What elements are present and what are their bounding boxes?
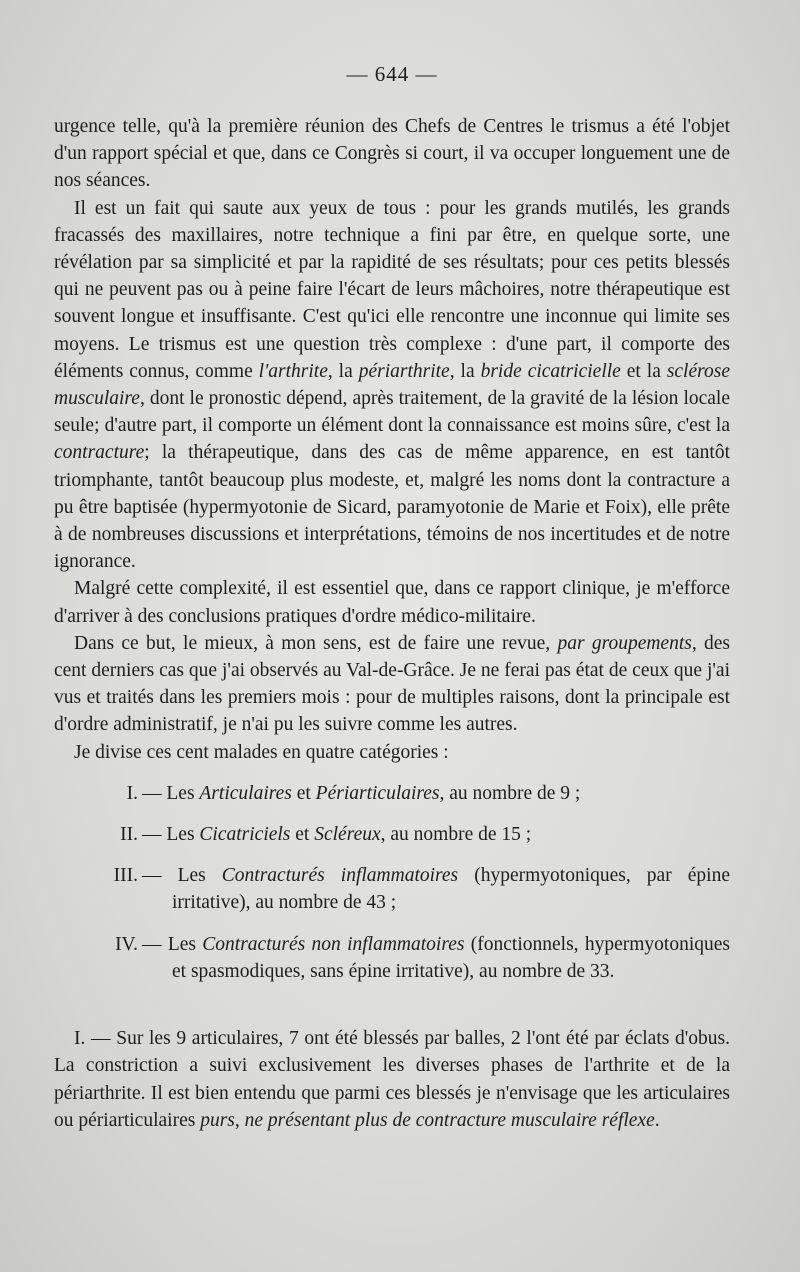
category-number: I. (126, 782, 138, 804)
category-term: Cicatriciels (199, 824, 291, 846)
category-number: II. (120, 824, 138, 846)
category-rest: (fonctionnels, hypermyotoniques et spasmodiques, sans épine irritative), au nombre de 33. (172, 933, 731, 982)
paragraph-3 (54, 575, 730, 629)
category-rest: (hypermyotoniques, par épine irritative), au nombre de 43 ; (172, 865, 731, 914)
term-arthrite: l'arthrite (258, 360, 328, 382)
category-term: Contracturés non inflammatoires (202, 933, 465, 955)
p2-text-b: , la (327, 360, 359, 382)
category-dash: — Les (142, 824, 200, 846)
term-bride-cicatricielle: bride cicatricielle (480, 360, 621, 382)
category-dash: — Les (142, 782, 200, 804)
paragraph-6 (54, 1025, 730, 1134)
category-conj: et (290, 824, 315, 846)
p6-text-c: . (654, 1109, 660, 1131)
term-contracture: contracture (54, 442, 145, 464)
category-item-1 (54, 780, 730, 807)
category-item-3 (54, 862, 730, 916)
category-dash: — Les (142, 933, 203, 955)
page-number: — 644 — (346, 62, 438, 86)
category-rest: , au nombre de 15 ; (380, 824, 532, 846)
section-gap (54, 999, 730, 1025)
p6-text-b: , (234, 1109, 245, 1131)
p2-text-e: , dont le pronostic dépend, après traitement, de la gravité de la lésion locale seule; d'autre part, il comporte un élément dont la connaissance est moins sûre, c'est la (54, 388, 730, 437)
category-number: III. (113, 865, 138, 887)
category-item-4 (54, 931, 730, 985)
paragraph-5-text: Je divise ces cent malades en quatre catégories : (74, 741, 449, 763)
category-term: Contracturés inflammatoires (221, 865, 459, 887)
term-purs: purs (200, 1109, 235, 1131)
category-conj: et (291, 782, 316, 804)
p2-text-a: Il est un fait qui saute aux yeux de tous : pour les grands mutilés, les grands fracassés des maxillaires, notre technique a fini par être, en quelque sorte, une révélation par sa simplicité et par la rapidité de ses résultats; pour ces petits blessés qui ne peuvent pas ou à peine faire l'écart de leurs mâchoires, notre thérapeutique est souvent longue et insuffisante. C'est qu'ici elle rencontre une inconnue qui limite ses moyens. Le trismus est une question très complexe : d'une part, il comporte des éléments connus, comme (54, 197, 730, 382)
term-par-groupements: par groupements (557, 632, 692, 654)
paragraph-2 (54, 195, 730, 576)
p4-text-b: , des cent derniers cas que j'ai observés au Val-de-Grâce. Je ne ferai pas état de ceux que j'ai vus et traités dans les premiers mois : pour de multiples raisons, dont la principale est d'ordre administratif, je n'ai pu les suivre comme les autres. (54, 632, 730, 736)
term-sclerose-musculaire: sclérose musculaire (54, 360, 730, 410)
paragraph-5 (54, 739, 730, 766)
p2-text-f: ; la thérapeutique, dans des cas de même apparence, en est tantôt triomphante, tantôt beaucoup plus modeste, et, malgré les noms dont la contracture a pu être baptisée (hypermyotonie de Sicard, paramyotonie de Marie et Foix), elle prête à de nombreuses discussions et interprétations, témoins de nos incertitudes et de notre ignorance. (54, 442, 730, 573)
category-item-2 (54, 821, 730, 848)
category-rest: , au nombre de 9 ; (439, 782, 581, 804)
category-dash: — Les (142, 865, 222, 887)
paragraph-4 (54, 630, 730, 739)
paragraph-1-text: urgence telle, qu'à la première réunion des Chefs de Centres le trismus a été l'objet d'un rapport spécial et que, dans ce Congrès si court, il va occuper longuement une de nos séances. (54, 116, 730, 192)
p2-text-c: , la (449, 360, 481, 382)
p2-text-d: et la (620, 360, 667, 382)
category-term-2: Scléreux (314, 824, 381, 846)
p6-text-a: I. — Sur les 9 articulaires, 7 ont été blessés par balles, 2 l'ont été par éclats d'obus. La constriction a suivi exclusivement les diverses phases de l'arthrite et de la périarthrite. Il est bien entendu que parmi ces blessés je n'envisage que les articulaires ou périarticulaires (54, 1028, 730, 1131)
paragraph-3-text: Malgré cette complexité, il est essentiel que, dans ce rapport clinique, je m'efforce d'arriver à des conclusions pratiques d'ordre médico-militaire. (54, 578, 730, 627)
p4-text-a: Dans ce but, le mieux, à mon sens, est de faire une revue, (74, 632, 558, 654)
paragraph-1 (54, 113, 730, 195)
category-term-2: Périarticulaires (315, 782, 440, 804)
category-list (54, 780, 730, 985)
category-number: IV. (115, 933, 138, 955)
category-term: Articulaires (199, 782, 292, 804)
term-periarthrite: périarthrite (358, 360, 450, 382)
term-ne-presentant: ne présentant plus de contracture musculaire réflexe (244, 1109, 655, 1131)
